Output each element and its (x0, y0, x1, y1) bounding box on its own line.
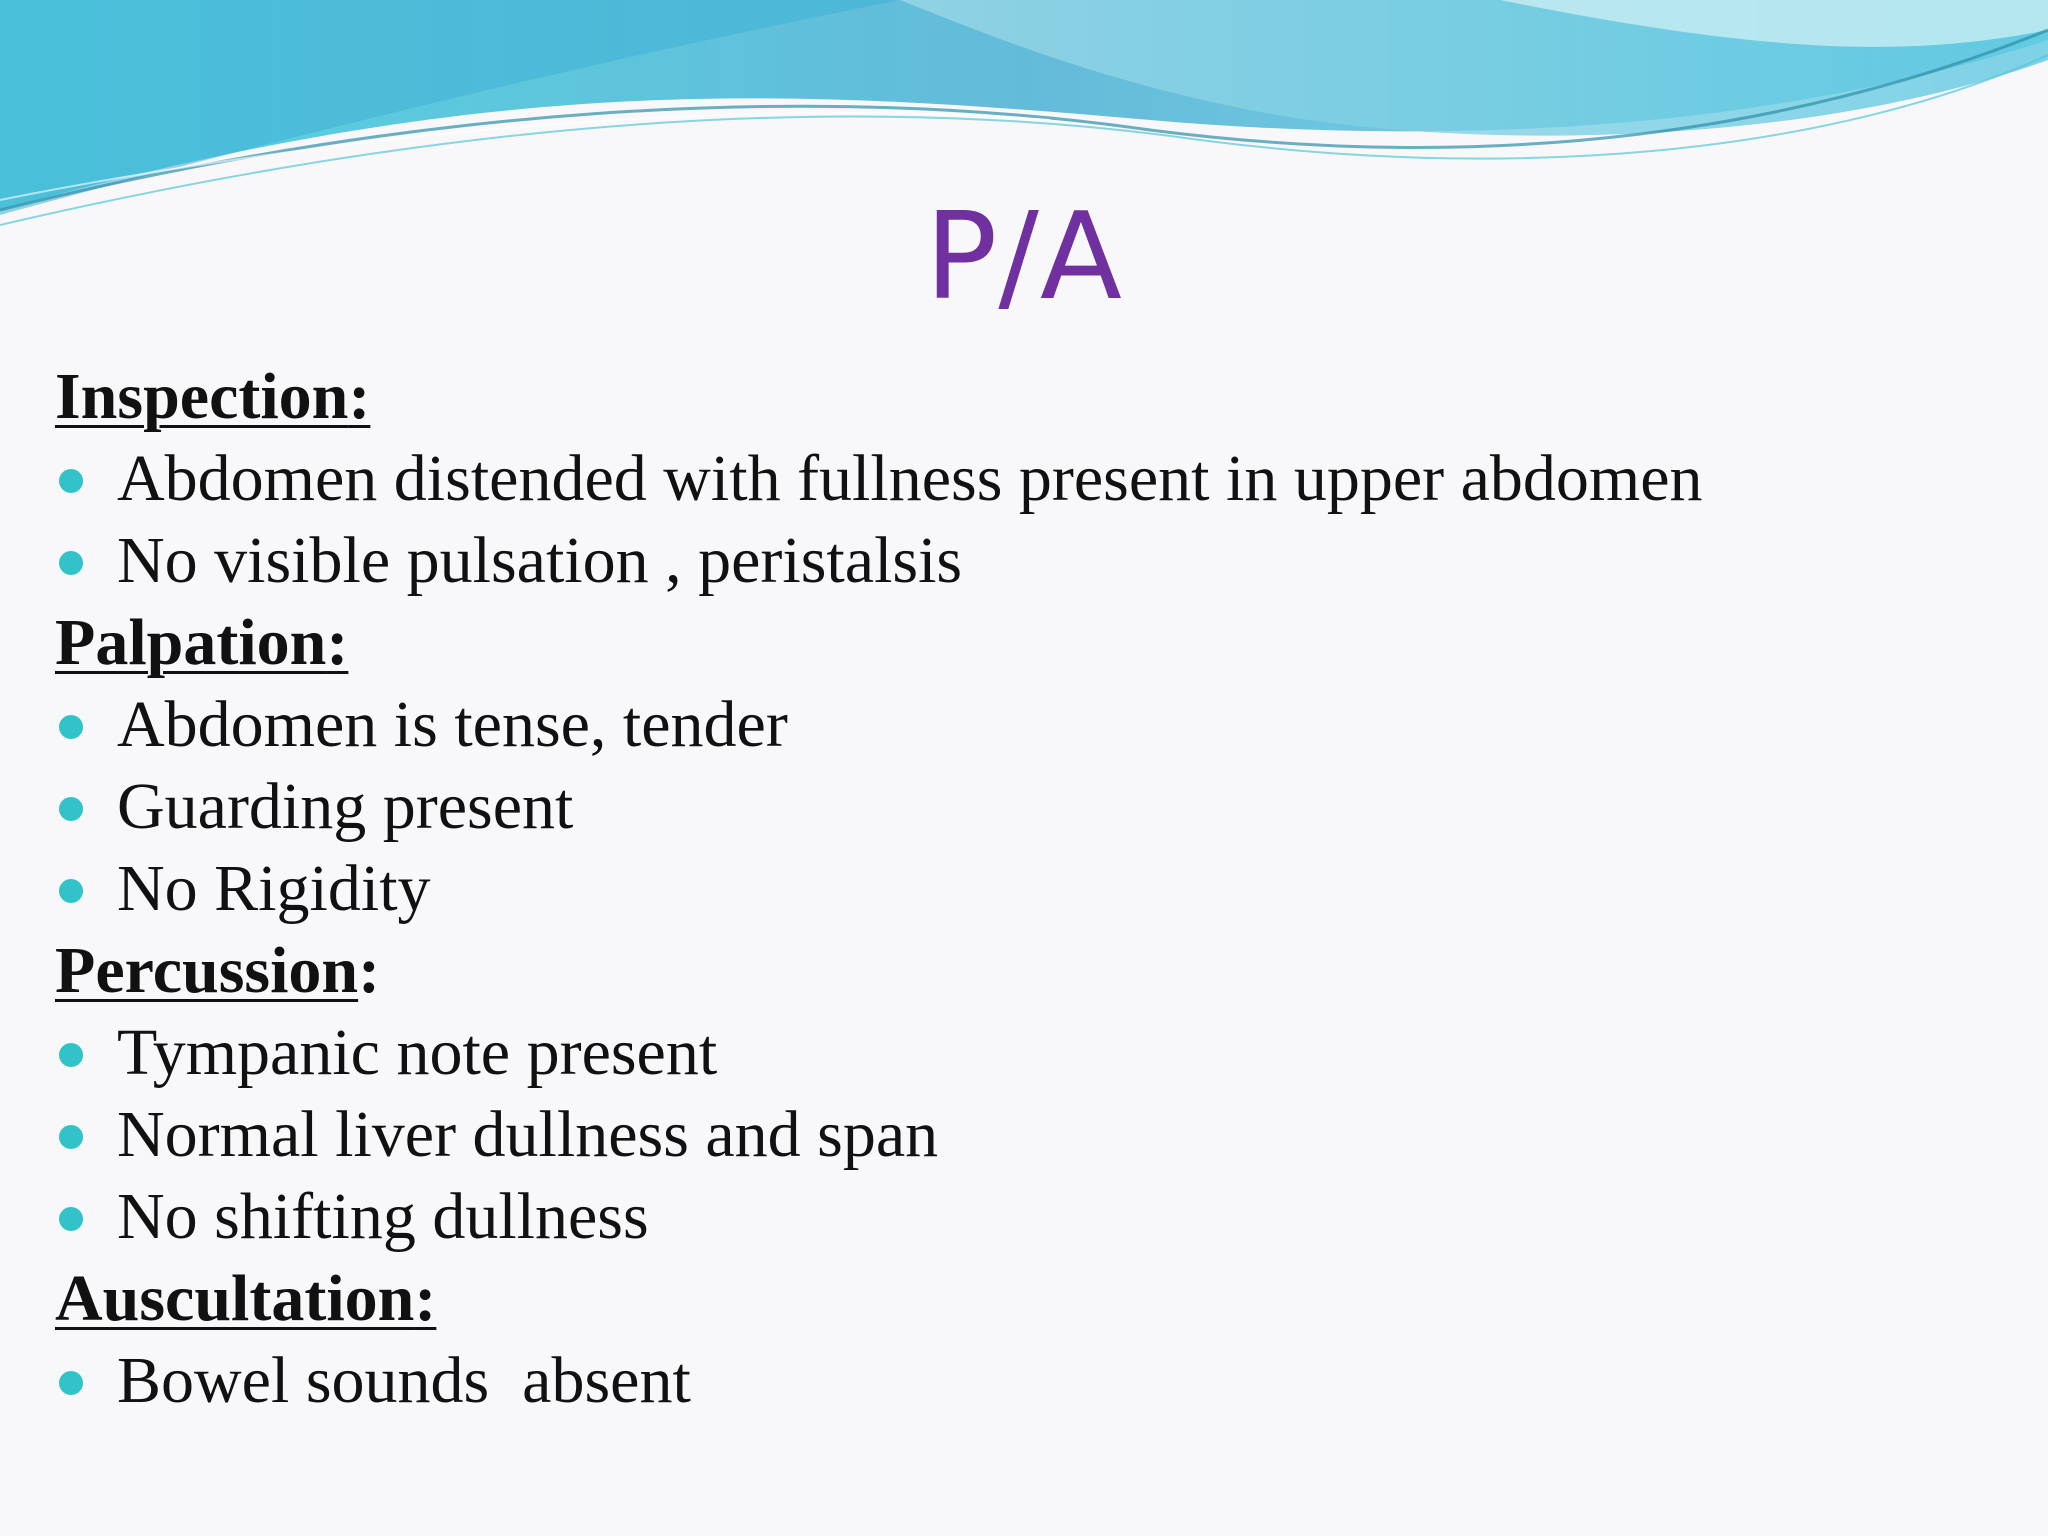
list-item (55, 1176, 2005, 1258)
section-heading-colon: : (326, 606, 349, 679)
section-inspection (55, 356, 2005, 602)
section-heading-label: Inspection (55, 360, 349, 433)
bullet-dot-icon (59, 1371, 83, 1395)
bullet-list (55, 1340, 2005, 1422)
bullet-dot-icon (59, 551, 83, 575)
bullet-list (55, 438, 2005, 602)
slide-body (55, 356, 2005, 1422)
list-item (55, 520, 2005, 602)
bullet-dot-icon (59, 1207, 83, 1231)
list-item-text: Tympanic note present (117, 1016, 718, 1089)
bullet-dot-icon (59, 879, 83, 903)
list-item (55, 848, 2005, 930)
list-item-text: No shifting dullness (117, 1180, 649, 1253)
list-item-text: Normal liver dullness and span (117, 1098, 939, 1171)
list-item-text: Bowel sounds absent (117, 1344, 691, 1417)
bullet-dot-icon (59, 797, 83, 821)
section-heading-label: Palpation (55, 606, 327, 679)
list-item (55, 766, 2005, 848)
bullet-list (55, 1012, 2005, 1258)
slide-title: P/A (925, 188, 1123, 327)
list-item (55, 1094, 2005, 1176)
section-heading-label: Auscultation (55, 1262, 415, 1335)
list-item (55, 438, 2005, 520)
section-percussion (55, 930, 2005, 1258)
list-item (55, 684, 2005, 766)
bullet-list (55, 684, 2005, 930)
bullet-dot-icon (59, 715, 83, 739)
bullet-dot-icon (59, 1125, 83, 1149)
bullet-dot-icon (59, 469, 83, 493)
section-palpation (55, 602, 2005, 930)
section-heading-colon: : (414, 1262, 437, 1335)
list-item-text: Abdomen distended with fullness present in upper abdomen (117, 442, 1703, 515)
list-item-text: No Rigidity (117, 852, 431, 925)
section-heading (55, 356, 2005, 438)
section-heading-colon: : (358, 934, 381, 1007)
section-auscultation (55, 1258, 2005, 1422)
list-item (55, 1340, 2005, 1422)
section-heading (55, 1258, 2005, 1340)
section-heading (55, 930, 2005, 1012)
list-item (55, 1012, 2005, 1094)
list-item-text: No visible pulsation , peristalsis (117, 524, 963, 597)
section-heading (55, 602, 2005, 684)
bullet-dot-icon (59, 1043, 83, 1067)
section-heading-colon: : (348, 360, 371, 433)
section-heading-label: Percussion (55, 934, 359, 1007)
list-item-text: Abdomen is tense, tender (117, 688, 788, 761)
list-item-text: Guarding present (117, 770, 574, 843)
